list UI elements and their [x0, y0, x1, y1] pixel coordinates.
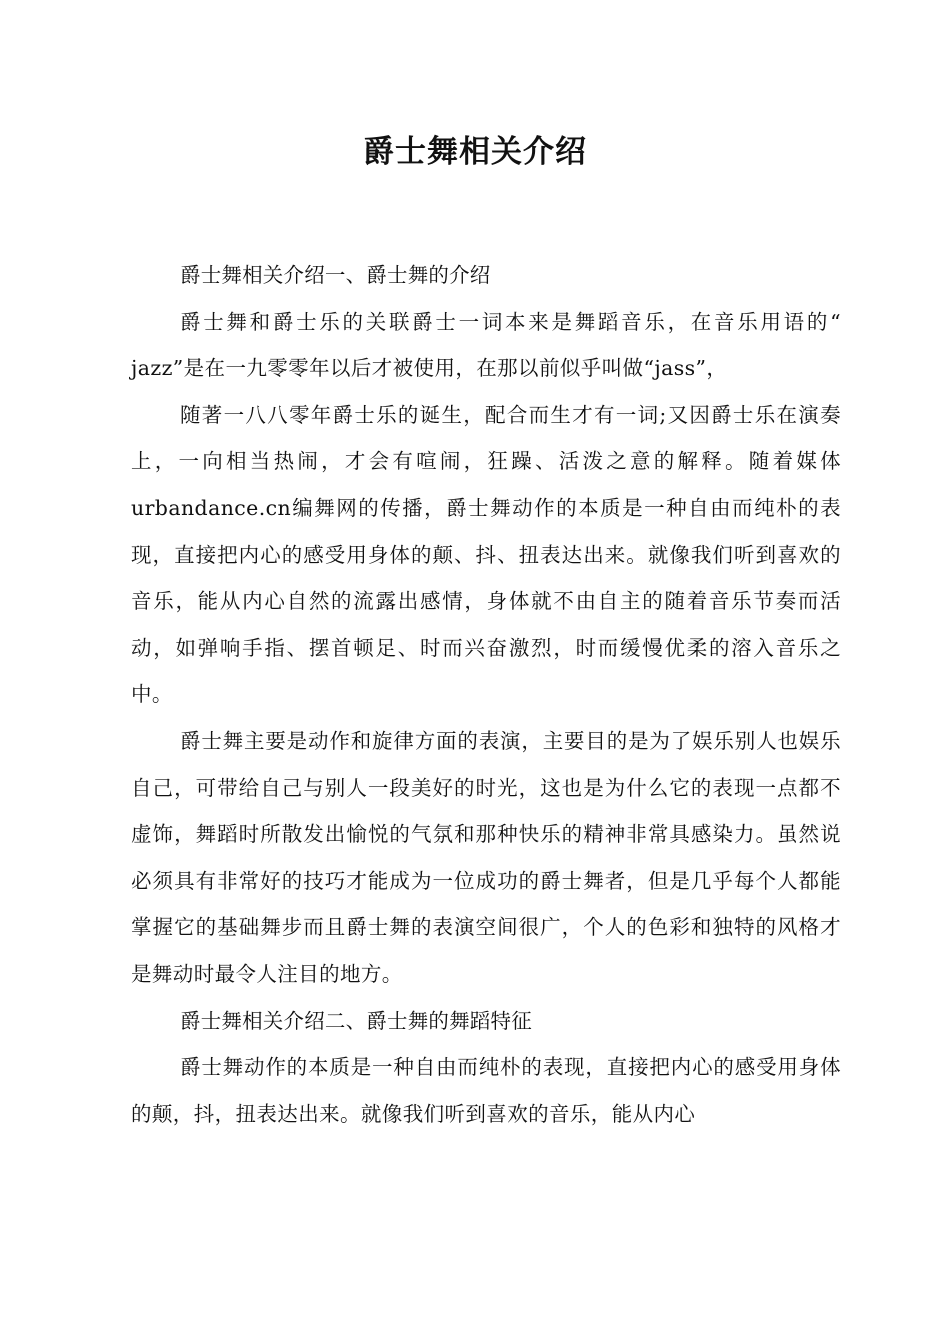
paragraph-4: 爵士舞动作的本质是一种自由而纯朴的表现，直接把内心的感受用身体的颠，抖，扭表达出来。就像我们听到喜欢的音乐，能从内心: [131, 1055, 841, 1126]
paragraph-2: 随著一八八零年爵士乐的诞生，配合而生才有一词;又因爵士乐在演奏上，一向相当热闹，才会有喧闹，狂躁、活泼之意的解释。随着媒体urbandance.cn编舞网的传播，爵士舞动作的本质是一种自由而纯朴的表现，直接把内心的感受用身体的颠、抖、扭表达出来。就像我们听到喜欢的音乐，能从内心自然的流露出感情，身体就不由自主的随着音乐节奏而活动，如弹响手指、摆首顿足、时而兴奋激烈，时而缓慢优柔的溶入音乐之中。: [131, 402, 841, 707]
section-heading-2: 爵士舞相关介绍二、爵士舞的舞蹈特征: [180, 1008, 532, 1033]
document-title: 爵士舞相关介绍: [363, 134, 587, 170]
paragraph-3: 爵士舞主要是动作和旋律方面的表演，主要目的是为了娱乐别人也娱乐自己，可带给自己与别人一段美好的时光，这也是为什么它的表现一点都不虚饰，舞蹈时所散发出愉悦的气氛和那种快乐的精神非常具感染力。虽然说必须具有非常好的技巧才能成为一位成功的爵士舞者，但是几乎每个人都能掌握它的基础舞步而且爵士舞的表演空间很广，个人的色彩和独特的风格才是舞动时最令人注目的地方。: [131, 728, 841, 986]
paragraph-1: 爵士舞和爵士乐的关联爵士一词本来是舞蹈音乐，在音乐用语的“ jazz”是在一九零零年以后才被使用，在那以前似乎叫做“jass”，: [131, 309, 841, 381]
section-heading-1: 爵士舞相关介绍一、爵士舞的介绍: [180, 263, 491, 287]
document-body: [131, 252, 841, 1137]
